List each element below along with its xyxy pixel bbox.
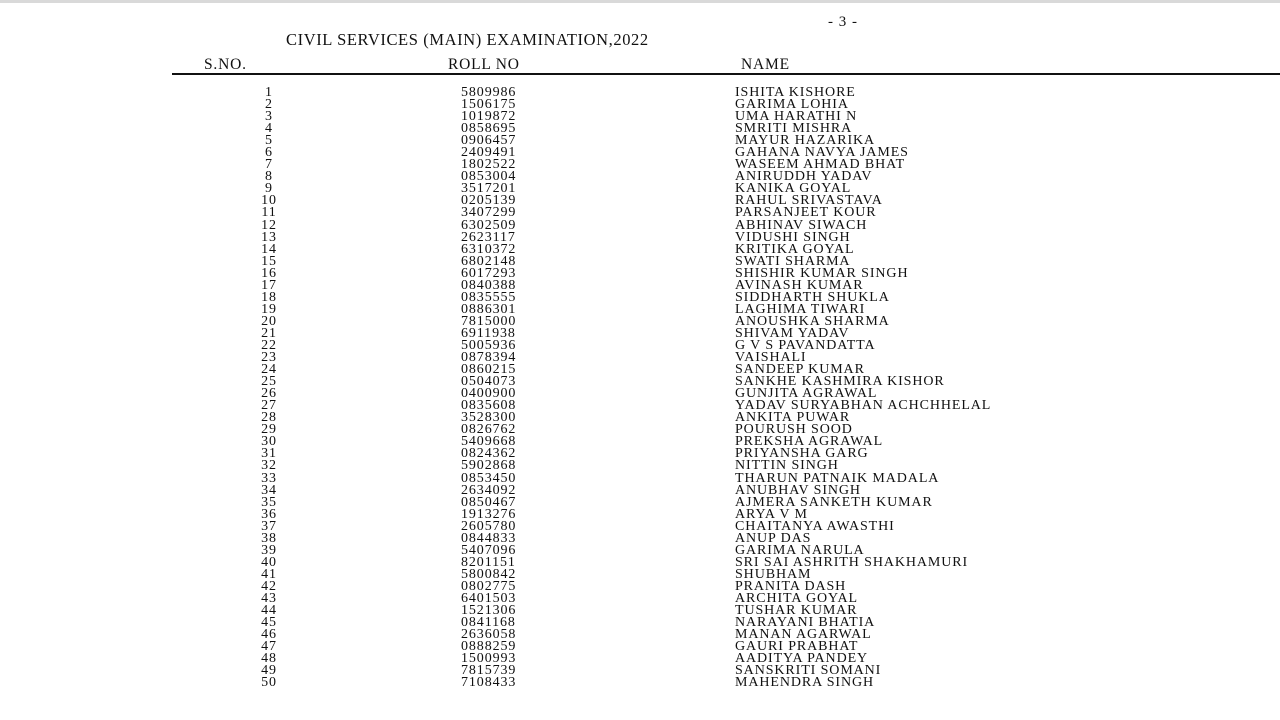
candidate-name: YADAV SURYABHAN ACHCHHELAL <box>735 398 992 414</box>
roll-number: 0858695 <box>461 121 517 137</box>
candidate-name: UMA HARATHI N <box>735 109 858 125</box>
table-row <box>0 229 1280 245</box>
document-title: CIVIL SERVICES (MAIN) EXAMINATION,2022 <box>286 30 649 49</box>
table-row <box>0 518 1280 534</box>
serial-number: 39 <box>261 542 277 558</box>
roll-number: 1521306 <box>461 603 517 619</box>
roll-number: 0840388 <box>461 277 517 293</box>
table-row <box>0 566 1280 582</box>
candidate-name: ISHITA KISHORE <box>735 85 856 100</box>
table-row <box>0 590 1280 606</box>
table-row <box>0 364 1280 376</box>
serial-number: 29 <box>261 422 277 438</box>
results-table <box>0 87 1280 689</box>
candidate-name: ANKITA PUWAR <box>735 410 851 426</box>
roll-number: 0826762 <box>461 422 517 438</box>
table-row <box>0 677 1280 689</box>
serial-number: 15 <box>261 253 277 269</box>
serial-number: 33 <box>261 470 277 486</box>
roll-number: 0860215 <box>461 362 517 378</box>
table-row <box>0 412 1280 424</box>
serial-number: 18 <box>261 289 277 305</box>
serial-number: 22 <box>261 337 277 353</box>
roll-number: 5809986 <box>461 85 517 100</box>
table-row <box>0 217 1280 233</box>
serial-number: 49 <box>261 663 277 679</box>
candidate-name: ANUBHAV SINGH <box>735 482 861 498</box>
candidate-name: AVINASH KUMAR <box>735 277 864 293</box>
table-row <box>0 578 1280 594</box>
column-header-roll-no: ROLL NO <box>448 56 520 73</box>
table-row <box>0 159 1280 171</box>
roll-number: 0878394 <box>461 350 517 366</box>
serial-number: 10 <box>261 193 277 209</box>
table-row <box>0 436 1280 448</box>
candidate-name: RAHUL SRIVASTAVA <box>735 193 883 209</box>
serial-number: 36 <box>261 506 277 522</box>
serial-number: 28 <box>261 410 277 426</box>
candidate-name: ARCHITA GOYAL <box>735 590 858 606</box>
serial-number: 12 <box>261 217 277 233</box>
table-row <box>0 195 1280 207</box>
serial-number: 13 <box>261 229 277 245</box>
serial-number: 5 <box>265 133 273 149</box>
candidate-name: LAGHIMA TIWARI <box>735 301 866 317</box>
roll-number: 6017293 <box>461 265 517 281</box>
serial-number: 20 <box>261 313 277 329</box>
candidate-name: AJMERA SANKETH KUMAR <box>735 494 933 510</box>
table-row <box>0 605 1280 617</box>
table-row <box>0 171 1280 183</box>
serial-number: 34 <box>261 482 277 498</box>
candidate-name: PRIYANSHA GARG <box>735 446 869 462</box>
roll-number: 0853004 <box>461 169 517 185</box>
roll-number: 8201151 <box>461 554 516 570</box>
roll-number: 7815739 <box>461 663 517 679</box>
candidate-name: GUNJITA AGRAWAL <box>735 386 878 402</box>
serial-number: 41 <box>261 566 277 582</box>
roll-number: 1506175 <box>461 97 517 113</box>
candidate-name: SRI SAI ASHRITH SHAKHAMURI <box>735 554 969 570</box>
table-row <box>0 325 1280 341</box>
table-row <box>0 337 1280 353</box>
roll-number: 0504073 <box>461 374 517 390</box>
candidate-name: ARYA V M <box>735 506 808 522</box>
serial-number: 8 <box>265 169 273 185</box>
table-row <box>0 207 1280 219</box>
roll-number: 6802148 <box>461 253 517 269</box>
roll-number: 6401503 <box>461 590 517 606</box>
roll-number: 7815000 <box>461 313 517 329</box>
table-row <box>0 265 1280 281</box>
candidate-name: ANIRUDDH YADAV <box>735 169 873 185</box>
table-row <box>0 641 1280 653</box>
roll-number: 0888259 <box>461 639 517 655</box>
candidate-name: SMRITI MISHRA <box>735 121 853 137</box>
column-header-name: NAME <box>741 56 790 73</box>
header-divider <box>172 73 1280 75</box>
table-row <box>0 147 1280 159</box>
table-row <box>0 313 1280 329</box>
column-header-sno: S.NO. <box>204 56 247 73</box>
roll-number: 6302509 <box>461 217 517 233</box>
serial-number: 1 <box>265 85 273 100</box>
candidate-name: SIDDHARTH SHUKLA <box>735 289 890 305</box>
table-row <box>0 448 1280 460</box>
candidate-name: VAISHALI <box>735 350 807 366</box>
serial-number: 17 <box>261 277 277 293</box>
roll-number: 5409668 <box>461 434 517 450</box>
roll-number: 5407096 <box>461 542 517 558</box>
table-row <box>0 617 1280 629</box>
candidate-name: NITTIN SINGH <box>735 458 839 474</box>
serial-number: 9 <box>265 181 273 197</box>
candidate-name: PRANITA DASH <box>735 578 847 594</box>
serial-number: 26 <box>261 386 277 402</box>
candidate-name: MAHENDRA SINGH <box>735 675 874 691</box>
table-row <box>0 554 1280 570</box>
serial-number: 46 <box>261 627 277 643</box>
roll-number: 0853450 <box>461 470 517 486</box>
table-row <box>0 376 1280 388</box>
serial-number: 30 <box>261 434 277 450</box>
table-row <box>0 482 1280 498</box>
table-row <box>0 183 1280 195</box>
candidate-name: SHIVAM YADAV <box>735 325 850 341</box>
candidate-name: VIDUSHI SINGH <box>735 229 851 245</box>
serial-number: 19 <box>261 301 277 317</box>
serial-number: 44 <box>261 603 277 619</box>
table-row <box>0 352 1280 364</box>
serial-number: 23 <box>261 350 277 366</box>
roll-number: 0835555 <box>461 289 517 305</box>
candidate-name: ANUP DAS <box>735 530 812 546</box>
table-row <box>0 123 1280 135</box>
roll-number: 1802522 <box>461 157 517 173</box>
table-row <box>0 506 1280 522</box>
candidate-name: SANKHE KASHMIRA KISHOR <box>735 374 945 390</box>
table-row <box>0 135 1280 147</box>
serial-number: 50 <box>261 675 277 691</box>
serial-number: 2 <box>265 97 273 113</box>
candidate-name: POURUSH SOOD <box>735 422 853 438</box>
roll-number: 0844833 <box>461 530 517 546</box>
candidate-name: MANAN AGARWAL <box>735 627 872 643</box>
serial-number: 24 <box>261 362 277 378</box>
table-row <box>0 460 1280 472</box>
candidate-name: GAURI PRABHAT <box>735 639 859 655</box>
candidate-name: SANSKRITI SOMANI <box>735 663 882 679</box>
serial-number: 16 <box>261 265 277 281</box>
serial-number: 6 <box>265 145 273 161</box>
roll-number: 3407299 <box>461 205 517 221</box>
serial-number: 25 <box>261 374 277 390</box>
candidate-name: MAYUR HAZARIKA <box>735 133 876 149</box>
roll-number: 1019872 <box>461 109 517 125</box>
roll-number: 5800842 <box>461 566 517 582</box>
serial-number: 45 <box>261 615 277 631</box>
table-row <box>0 289 1280 305</box>
serial-number: 11 <box>261 205 277 221</box>
candidate-name: SHUBHAM <box>735 566 812 582</box>
candidate-name: KANIKA GOYAL <box>735 181 852 197</box>
candidate-name: GAHANA NAVYA JAMES <box>735 145 909 161</box>
table-row <box>0 629 1280 641</box>
roll-number: 6911938 <box>461 325 516 341</box>
table-row <box>0 653 1280 665</box>
roll-number: 5902868 <box>461 458 517 474</box>
roll-number: 0886301 <box>461 301 517 317</box>
roll-number: 0850467 <box>461 494 517 510</box>
roll-number: 6310372 <box>461 241 517 257</box>
candidate-name: CHAITANYA AWASTHI <box>735 518 895 534</box>
table-row <box>0 400 1280 412</box>
roll-number: 0400900 <box>461 386 517 402</box>
serial-number: 35 <box>261 494 277 510</box>
table-row <box>0 87 1280 99</box>
roll-number: 2623117 <box>461 229 516 245</box>
candidate-name: TUSHAR KUMAR <box>735 603 858 619</box>
candidate-name: PARSANJEET KOUR <box>735 205 877 221</box>
candidate-name: SANDEEP KUMAR <box>735 362 865 378</box>
candidate-name: SWATI SHARMA <box>735 253 851 269</box>
candidate-name: GARIMA NARULA <box>735 542 865 558</box>
roll-number: 7108433 <box>461 675 517 691</box>
serial-number: 27 <box>261 398 277 414</box>
serial-number: 42 <box>261 578 277 594</box>
table-row <box>0 99 1280 111</box>
roll-number: 3517201 <box>461 181 517 197</box>
serial-number: 7 <box>265 157 273 173</box>
table-row <box>0 470 1280 486</box>
table-row <box>0 530 1280 546</box>
table-row <box>0 253 1280 269</box>
candidate-name: ANOUSHKA SHARMA <box>735 313 890 329</box>
roll-number: 3528300 <box>461 410 517 426</box>
roll-number: 2634092 <box>461 482 517 498</box>
roll-number: 2409491 <box>461 145 517 161</box>
serial-number: 40 <box>261 554 277 570</box>
candidate-name: AADITYA PANDEY <box>735 651 869 667</box>
candidate-name: NARAYANI BHATIA <box>735 615 876 631</box>
serial-number: 43 <box>261 590 277 606</box>
serial-number: 4 <box>265 121 273 137</box>
table-row <box>0 111 1280 123</box>
serial-number: 37 <box>261 518 277 534</box>
candidate-name: GARIMA LOHIA <box>735 97 849 113</box>
table-row <box>0 494 1280 510</box>
roll-number: 0835608 <box>461 398 517 414</box>
table-row <box>0 388 1280 400</box>
candidate-name: KRITIKA GOYAL <box>735 241 855 257</box>
table-row <box>0 424 1280 436</box>
table-row <box>0 301 1280 317</box>
roll-number: 5005936 <box>461 337 517 353</box>
serial-number: 48 <box>261 651 277 667</box>
candidate-name: WASEEM AHMAD BHAT <box>735 157 906 173</box>
serial-number: 47 <box>261 639 277 655</box>
roll-number: 0802775 <box>461 578 517 594</box>
serial-number: 38 <box>261 530 277 546</box>
roll-number: 0205139 <box>461 193 517 209</box>
candidate-name: ABHINAV SIWACH <box>735 217 868 233</box>
roll-number: 0906457 <box>461 133 517 149</box>
roll-number: 0841168 <box>461 615 516 631</box>
serial-number: 32 <box>261 458 277 474</box>
roll-number: 2605780 <box>461 518 517 534</box>
roll-number: 2636058 <box>461 627 517 643</box>
candidate-name: THARUN PATNAIK MADALA <box>735 470 940 486</box>
serial-number: 14 <box>261 241 277 257</box>
top-border <box>0 0 1280 3</box>
roll-number: 1913276 <box>461 506 517 522</box>
serial-number: 31 <box>261 446 277 462</box>
table-row <box>0 665 1280 677</box>
serial-number: 21 <box>261 325 277 341</box>
candidate-name: SHISHIR KUMAR SINGH <box>735 265 909 281</box>
table-row <box>0 277 1280 293</box>
page-number: - 3 - <box>828 14 858 30</box>
serial-number: 3 <box>265 109 273 125</box>
roll-number: 1500993 <box>461 651 517 667</box>
table-row <box>0 542 1280 558</box>
candidate-name: G V S PAVANDATTA <box>735 337 876 353</box>
table-row <box>0 241 1280 257</box>
roll-number: 0824362 <box>461 446 517 462</box>
candidate-name: PREKSHA AGRAWAL <box>735 434 884 450</box>
